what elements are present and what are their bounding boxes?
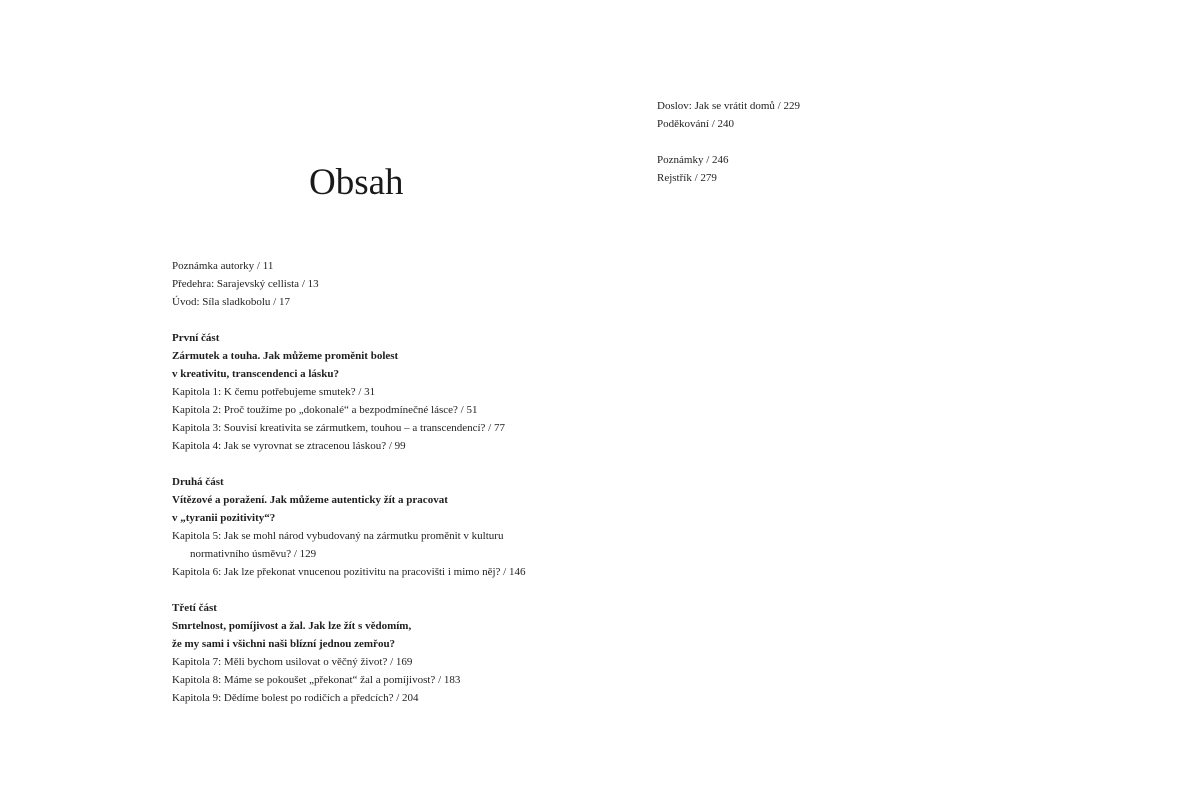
toc-entry-chapter: Kapitola 9: Dědíme bolest po rodičích a předcích? / 204 bbox=[172, 692, 419, 704]
page-title: Obsah bbox=[309, 162, 404, 203]
table-of-contents bbox=[172, 257, 632, 707]
part-heading: Vítězové a poražení. Jak můžeme autenticky žít a pracovat bbox=[172, 494, 448, 506]
toc-entry-index: Rejstřík / 279 bbox=[657, 172, 717, 184]
part-heading: Smrtelnost, pomíjivost a žal. Jak lze žít s vědomím, bbox=[172, 620, 412, 632]
part-heading: v kreativitu, transcendenci a lásku? bbox=[172, 368, 339, 380]
toc-entry-introduction: Úvod: Síla sladkobolu / 17 bbox=[172, 296, 290, 308]
toc-entry-chapter: Kapitola 1: K čemu potřebujeme smutek? / 31 bbox=[172, 386, 376, 398]
part-heading: v „tyranii pozitivity“? bbox=[172, 512, 276, 524]
toc-entry-notes: Poznámky / 246 bbox=[657, 154, 729, 166]
toc-entry-afterword: Doslov: Jak se vrátit domů / 229 bbox=[657, 100, 800, 112]
part-heading: Zármutek a touha. Jak můžeme proměnit bolest bbox=[172, 350, 399, 362]
part-label: První část bbox=[172, 332, 220, 344]
toc-entry-chapter: Kapitola 4: Jak se vyrovnat se ztracenou láskou? / 99 bbox=[172, 440, 406, 452]
toc-entry-chapter: Kapitola 7: Měli bychom usilovat o věčný život? / 169 bbox=[172, 656, 413, 668]
section-spacer bbox=[172, 455, 632, 473]
toc-entry-chapter: Kapitola 5: Jak se mohl národ vybudovaný na zármutku proměnit v kulturu bbox=[172, 530, 504, 542]
toc-entry-chapter: Kapitola 6: Jak lze překonat vnucenou pozitivitu na pracovišti i mimo něj? / 146 bbox=[172, 566, 526, 578]
back-matter bbox=[657, 97, 957, 187]
toc-entry-chapter: Kapitola 8: Máme se pokoušet „překonat“ žal a pomíjivost? / 183 bbox=[172, 674, 461, 686]
section-spacer bbox=[172, 311, 632, 329]
toc-entry-chapter-continuation: normativního úsměvu? / 129 bbox=[190, 548, 317, 560]
part-heading: že my sami i všichni naši blízní jednou zemřou? bbox=[172, 638, 396, 650]
toc-entry-author-note: Poznámka autorky / 11 bbox=[172, 260, 274, 272]
section-spacer bbox=[172, 581, 632, 599]
toc-entry-prelude: Předehra: Sarajevský cellista / 13 bbox=[172, 278, 319, 290]
part-label: Druhá část bbox=[172, 476, 224, 488]
toc-entry-acknowledgements: Poděkování / 240 bbox=[657, 118, 734, 130]
toc-entry-chapter: Kapitola 3: Souvisí kreativita se zármutkem, touhou – a transcendencí? / 77 bbox=[172, 422, 505, 434]
part-label: Třetí část bbox=[172, 602, 217, 614]
section-spacer bbox=[657, 133, 957, 151]
toc-entry-chapter: Kapitola 2: Proč toužíme po „dokonalé“ a bezpodmínečné lásce? / 51 bbox=[172, 404, 478, 416]
